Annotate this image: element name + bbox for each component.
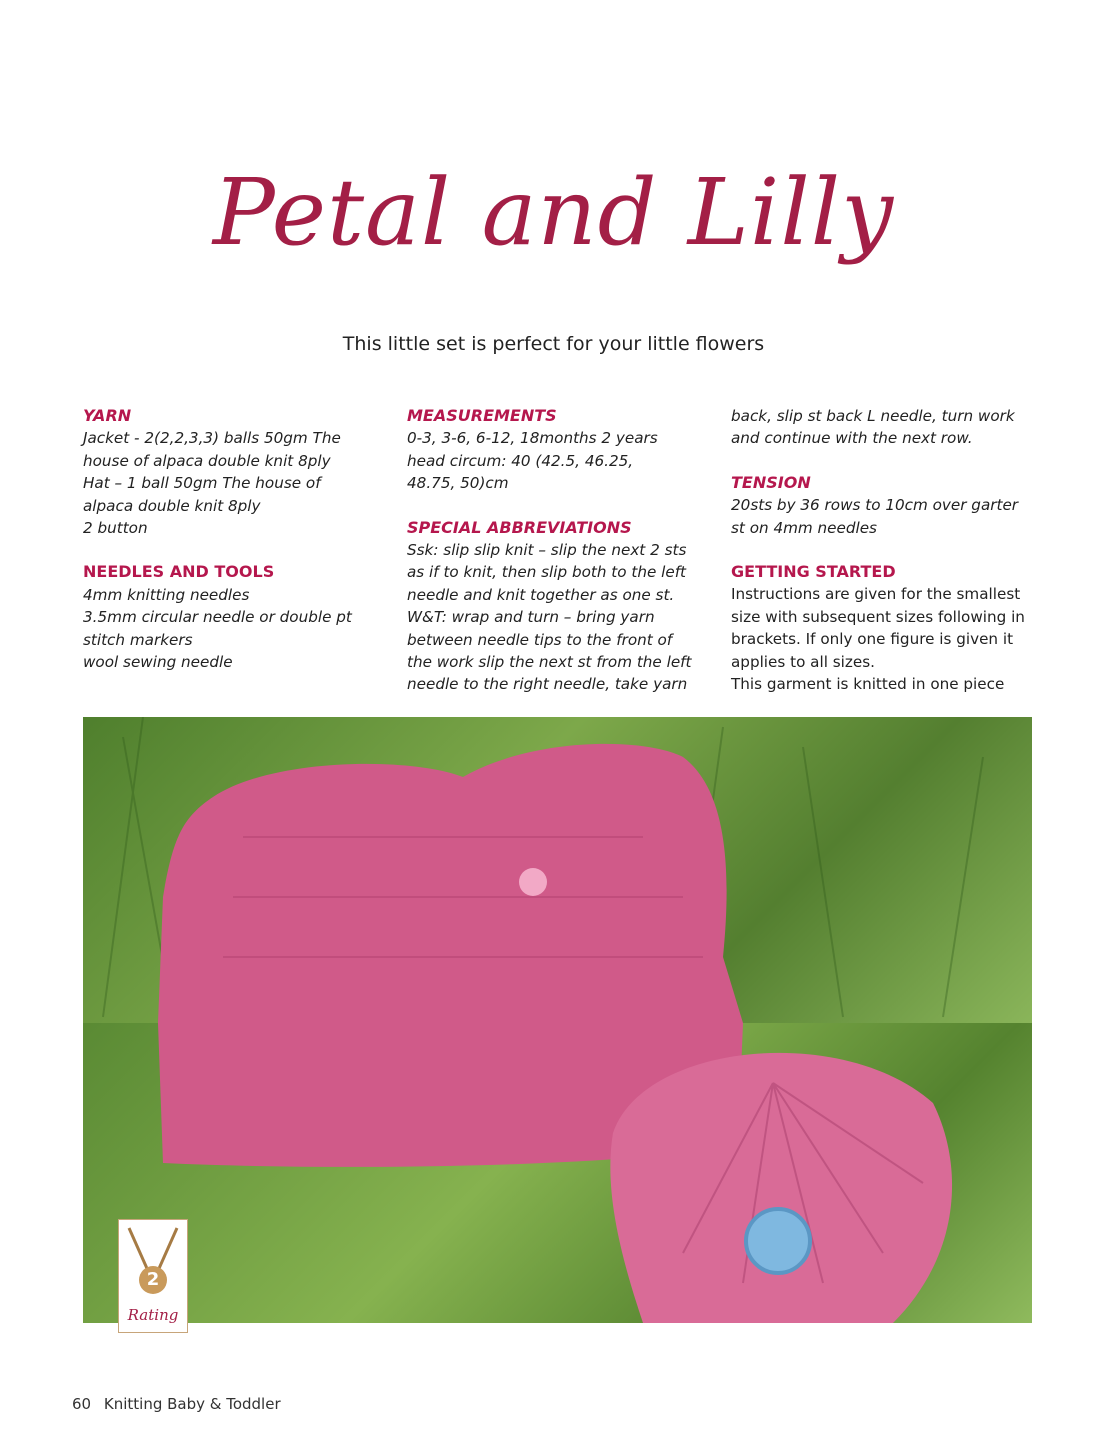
- yarn-line: Jacket - 2(2,2,3,3) balls 50gm The: [83, 429, 341, 448]
- publication-name: Knitting Baby & Toddler: [103, 1395, 281, 1413]
- abbreviations-line: needle and knit together as one st.: [407, 585, 675, 604]
- getting-started-text: [731, 583, 1031, 695]
- getting-started-line: applies to all sizes.: [731, 652, 875, 671]
- abbreviations-continued: [731, 405, 1031, 450]
- needles-line: stitch markers: [83, 630, 193, 649]
- rating-number: 2: [146, 1269, 160, 1290]
- page-number: 60: [72, 1395, 92, 1413]
- needles-line: wool sewing needle: [83, 653, 233, 672]
- yarn-line: Hat – 1 ball 50gm The house of: [83, 474, 321, 493]
- knitting-needles-icon: [119, 1224, 187, 1304]
- getting-started-line: brackets. If only one figure is given it: [731, 630, 1014, 649]
- hat-shape: [610, 1053, 952, 1323]
- column-3: [731, 405, 1031, 695]
- page-title: Petal and Lilly: [212, 159, 895, 266]
- page-footer: [72, 1395, 281, 1413]
- photo-illustration: [83, 717, 1032, 1023]
- abbreviations-line: W&T: wrap and turn – bring yarn: [407, 608, 655, 627]
- measurements-line: head circum: 40 (42.5, 46.25,: [407, 451, 634, 470]
- tension-text: [731, 494, 1031, 539]
- product-photo: [83, 717, 1032, 1023]
- abbreviations-line: as if to knit, then slip both to the left: [407, 563, 686, 582]
- needles-line: 4mm knitting needles: [83, 585, 250, 604]
- abbreviations-line: between needle tips to the front of: [407, 630, 673, 649]
- abbreviations-line: back, slip st back L needle, turn work: [731, 407, 1015, 425]
- abbreviations-line: Ssk: slip slip knit – slip the next 2 sts: [407, 541, 687, 560]
- yarn-line: alpaca double knit 8ply: [83, 496, 261, 515]
- getting-started-line: size with subsequent sizes following in: [731, 607, 1025, 626]
- measurements-text: [407, 427, 707, 494]
- page-subtitle: This little set is perfect for your little flowers: [342, 333, 765, 355]
- needles-line: 3.5mm circular needle or double pt: [83, 608, 352, 627]
- column-2: [407, 405, 707, 696]
- abbreviations-text: [407, 539, 707, 696]
- jacket-button: [519, 868, 547, 896]
- jacket-shape: [158, 744, 743, 1023]
- needles-heading: NEEDLES AND TOOLS: [83, 562, 275, 582]
- yarn-line: 2 button: [83, 519, 148, 538]
- getting-started-line: This garment is knitted in one piece: [731, 675, 1005, 694]
- tension-line: st on 4mm needles: [731, 518, 877, 537]
- abbreviations-line: needle to the right needle, take yarn: [407, 675, 688, 694]
- yarn-line: house of alpaca double knit 8ply: [83, 451, 331, 470]
- needles-text: [83, 584, 383, 674]
- measurements-line: 48.75, 50)cm: [407, 474, 509, 493]
- yarn-heading: YARN: [83, 406, 132, 425]
- column-1: [83, 405, 383, 673]
- yarn-text: [83, 427, 383, 539]
- photo-illustration-lower: [83, 1023, 1032, 1323]
- product-photo-lower: [83, 1023, 1032, 1323]
- abbreviations-heading: SPECIAL ABBREVIATIONS: [407, 517, 632, 537]
- getting-started-line: Instructions are given for the smallest: [731, 585, 1021, 604]
- tension-line: 20sts by 36 rows to 10cm over garter: [731, 496, 1019, 515]
- measurements-line: 0-3, 3-6, 6-12, 18months 2 years: [407, 429, 658, 448]
- tension-heading: TENSION: [731, 472, 811, 492]
- getting-started-heading: GETTING STARTED: [731, 562, 896, 582]
- abbreviations-line: the work slip the next st from the left: [407, 653, 692, 672]
- rating-label: Rating: [127, 1306, 179, 1324]
- hat-button: [746, 1209, 810, 1273]
- measurements-heading: MEASUREMENTS: [407, 406, 557, 425]
- rating-badge: [118, 1219, 188, 1333]
- abbreviations-line: and continue with the next row.: [731, 429, 973, 448]
